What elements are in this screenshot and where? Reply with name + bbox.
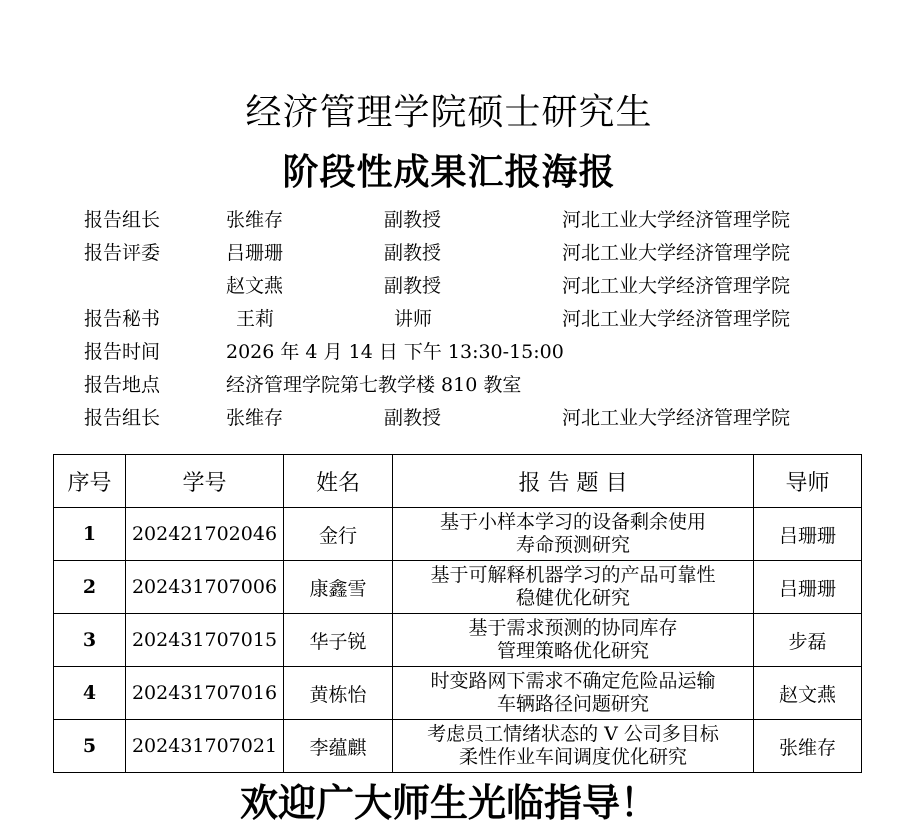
row-name: 黄栋怡: [284, 667, 393, 720]
info-person-title: 副教授: [384, 407, 442, 429]
topic-line-2: 寿命预测研究: [515, 534, 630, 556]
topic-line-1: 基于可解释机器学习的产品可靠性: [430, 564, 716, 586]
row-advisor: 步磊: [754, 614, 862, 667]
info-row-time: [0, 337, 898, 370]
info-label: 报告评委: [84, 242, 161, 264]
row-name: 金行: [284, 508, 393, 561]
row-student-id: 202431707016: [126, 667, 284, 720]
row-advisor: 张维存: [754, 720, 862, 773]
header-topic: 报 告 题 目: [393, 455, 754, 508]
report-info-list: [0, 205, 898, 436]
info-person-org: 河北工业大学经济管理学院: [562, 407, 791, 429]
poster-title-line1: 经济管理学院硕士研究生: [245, 92, 653, 133]
header-advisor: 导师: [754, 455, 862, 508]
row-advisor: 赵文燕: [754, 667, 862, 720]
table-row: [54, 720, 862, 773]
topic-line-1: 时变路网下需求不确定危险品运输: [430, 670, 716, 692]
info-person-title: 副教授: [384, 275, 442, 297]
topic-line-1: 基于小样本学习的设备剩余使用: [439, 511, 706, 533]
topic-line-2: 车辆路径问题研究: [496, 693, 649, 715]
info-label: 报告地点: [84, 374, 161, 396]
info-person-title: 讲师: [394, 308, 433, 330]
row-index: 3: [54, 614, 126, 667]
info-person-name: 张维存: [226, 407, 284, 429]
row-name: 康鑫雪: [284, 561, 393, 614]
topic-line-2: 管理策略优化研究: [496, 640, 649, 662]
row-student-id: 202431707006: [126, 561, 284, 614]
info-person-name: 张维存: [226, 209, 284, 231]
info-person-org: 河北工业大学经济管理学院: [562, 275, 791, 297]
info-label: 报告秘书: [84, 308, 161, 330]
info-row-location: [0, 370, 898, 403]
row-student-id: 202431707015: [126, 614, 284, 667]
table-header-row: [54, 455, 862, 508]
row-topic: [393, 667, 754, 720]
info-time-value: 2026 年 4 月 14 日 下午 13:30-15:00: [226, 341, 564, 363]
row-index: 2: [54, 561, 126, 614]
row-topic: [393, 614, 754, 667]
row-name: 华子锐: [284, 614, 393, 667]
row-student-id: 202421702046: [126, 508, 284, 561]
info-row-leader: [0, 205, 898, 238]
topic-line-2: 柔性作业车间调度优化研究: [458, 746, 687, 768]
row-advisor: 吕珊珊: [754, 508, 862, 561]
header-student-id: 学号: [126, 455, 284, 508]
info-row-secretary: [0, 304, 898, 337]
info-row-leader-repeat: [0, 403, 898, 436]
info-person-name: 赵文燕: [226, 275, 284, 297]
info-person-title: 副教授: [384, 209, 442, 231]
info-person-org: 河北工业大学经济管理学院: [562, 209, 791, 231]
info-row-judge-2: [0, 271, 898, 304]
row-advisor: 吕珊珊: [754, 561, 862, 614]
row-topic: [393, 561, 754, 614]
info-person-org: 河北工业大学经济管理学院: [562, 242, 791, 264]
table-row: [54, 614, 862, 667]
topic-line-1: 基于需求预测的协同库存: [468, 617, 678, 639]
row-student-id: 202431707021: [126, 720, 284, 773]
row-name: 李蕴麒: [284, 720, 393, 773]
row-index: 1: [54, 508, 126, 561]
info-label: 报告组长: [84, 209, 161, 231]
topic-line-2: 稳健优化研究: [515, 587, 630, 609]
row-index: 4: [54, 667, 126, 720]
row-topic: [393, 720, 754, 773]
info-person-title: 副教授: [384, 242, 442, 264]
info-row-judge: [0, 238, 898, 271]
report-table: [53, 454, 862, 773]
table-row: [54, 667, 862, 720]
row-index: 5: [54, 720, 126, 773]
header-name: 姓名: [284, 455, 393, 508]
welcome-footer: 欢迎广大师生光临指导！: [239, 781, 658, 825]
info-label: 报告组长: [84, 407, 161, 429]
table-row: [54, 561, 862, 614]
row-topic: [393, 508, 754, 561]
header-index: 序号: [54, 455, 126, 508]
info-person-name: 王莉: [236, 308, 275, 330]
info-person-name: 吕珊珊: [226, 242, 284, 264]
info-location-value: 经济管理学院第七教学楼 810 教室: [226, 374, 522, 396]
info-label: 报告时间: [84, 341, 161, 363]
table-row: [54, 508, 862, 561]
poster-title-line2: 阶段性成果汇报海报: [282, 151, 616, 193]
topic-line-1: 考虑员工情绪状态的 V 公司多目标: [427, 723, 719, 745]
info-person-org: 河北工业大学经济管理学院: [562, 308, 791, 330]
